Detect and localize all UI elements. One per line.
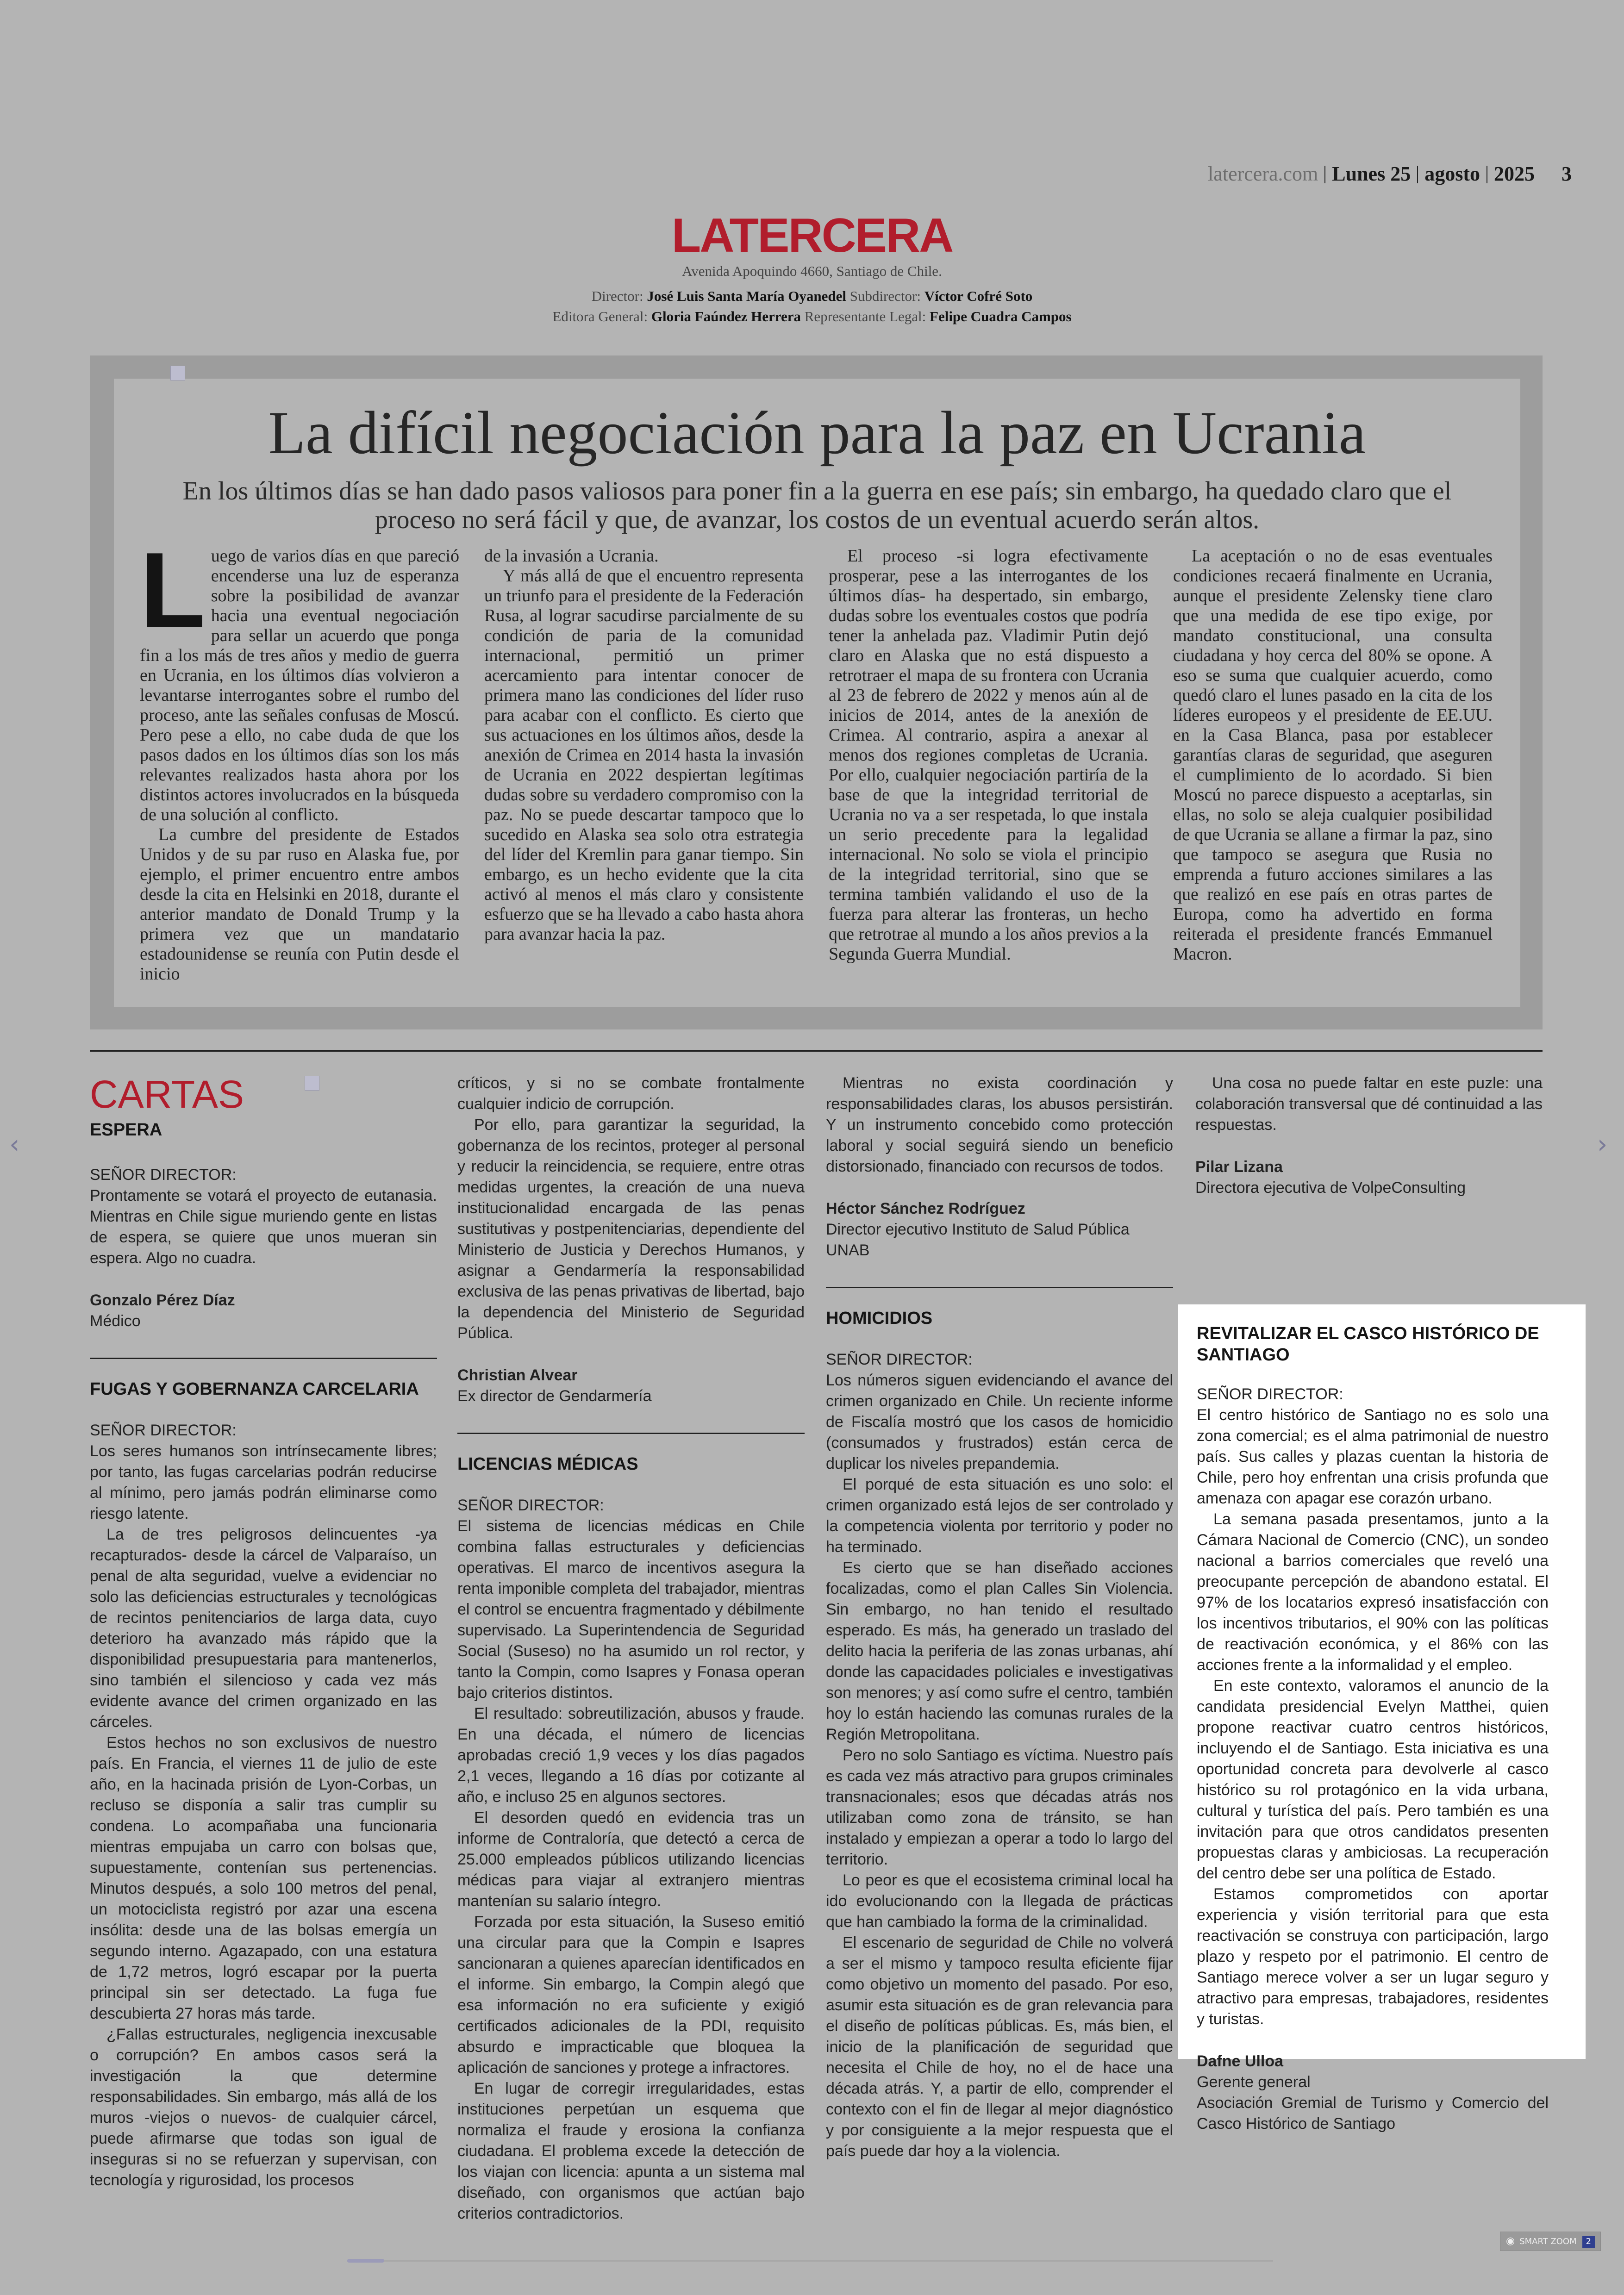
site-url: latercera.com xyxy=(1208,162,1318,185)
editorial-paragraph: El proceso -si logra efectivamente prosperar, pese a las interrogantes de los últimos días- ha despertado, sin embargo, dudas sobre los eventuales costos que podría tener la anhelada paz. Vladimir Putin dejó claro en Alaska que no está dispuesto a retrotraer el mapa de su frontera con Ucrania al 23 de febrero de 2022 y menos aún al de inicios de 2014, antes de la anexión de Crimea. Al contrario, aspira a anexar al menos dos regiones completas de Ucrania. Por ello, cualquier negociación partiría de la base de que la integridad territorial de Ucrania no va a ser respetada, lo que instala un serio precedente para la legalidad internacional. No solo se viola el principio de la integridad territorial, sino que se termina también validando el uso de la fuerza para alterar las fronteras, un hecho que retrotrae al mundo a los años previos a la Segunda Guerra Mundial. xyxy=(829,546,1148,964)
letter-paragraph: El sistema de licencias médicas en Chile combina fallas estructurales y deficiencias operativas. El marco de incentivos asegura la renta imponible completa del trabajador, mientras el control se encuentra fragmentado y débilmente supervisado. La Superintendencia de Seguridad Social (Suseso) no ha asumido un rol rector, y tanto la Compin, como Isapres y Fonasa operan bajo criterios distintos. xyxy=(457,1517,805,1702)
letter-title: HOMICIDIOS xyxy=(826,1309,933,1328)
letter-paragraph: Una cosa no puede faltar en este puzle: una colaboración transversal que dé continuidad a las respuestas. xyxy=(1195,1074,1543,1134)
page-scrollbar[interactable] xyxy=(347,2260,1273,2262)
date-year: 2025 xyxy=(1494,162,1535,185)
letter-paragraph: El desorden quedó en evidencia tras un informe de Contraloría, que detectó a cerca de 25.000 empleados públicos utilizando licencias médicas para viajar al extranjero mientras mantenían su salario íntegro. xyxy=(457,1809,805,1910)
next-page-arrow-icon[interactable]: › xyxy=(1597,1129,1608,1160)
letter-paragraph: El porqué de esta situación es uno solo: el crimen organizado está lejos de ser controlado y la competencia violenta por territorio y poder no ha terminado. xyxy=(826,1476,1173,1556)
editora-name: Gloria Faúndez Herrera xyxy=(651,308,801,324)
section-title: CARTAS xyxy=(90,1073,244,1116)
date-month: agosto xyxy=(1424,162,1480,185)
subdirector-label: Subdirector: xyxy=(849,288,921,304)
letter-author: Héctor Sánchez Rodríguez xyxy=(826,1200,1025,1217)
letters-column-3 xyxy=(826,1073,1173,2162)
letter-paragraph: Por ello, para garantizar la seguridad, la gobernanza de los recintos, proteger al personal y reducir la reincidencia, se requiere, entre otras medidas urgentes, la creación de una nueva institucionalidad encargada de las penas sustitutivas y postpenitenciarias, dependiente del Ministerio de Justicia y Derechos Humanos, y asignar a Gendarmería la responsabilidad exclusiva de las penas privativas de libertad, bajo la dependencia del Ministerio de Seguridad Pública. xyxy=(457,1116,805,1342)
editorial-column-1 xyxy=(140,530,459,984)
letter-author-role: Directora ejecutiva de VolpeConsulting xyxy=(1195,1179,1466,1197)
letter-paragraph: El centro histórico de Santiago no es solo una zona comercial; es el alma patrimonial de nuestro país. Sus calles y plazas cuentan la historia de Chile, pero hoy enfrentan una crisis profunda que amenaza con apagar ese corazón urbano. xyxy=(1197,1406,1549,1507)
newspaper-address: Avenida Apoquindo 4660, Santiago de Chile. xyxy=(682,263,942,279)
date-day: Lunes 25 xyxy=(1332,162,1411,185)
zoom-badge: 2 xyxy=(1582,2236,1595,2248)
letter-title: LICENCIAS MÉDICAS xyxy=(457,1454,638,1474)
credits-line-2 xyxy=(0,308,1624,325)
editorial-paragraph: La cumbre del presidente de Estados Unidos y de su par ruso en Alaska fue, por ejemplo, el primer encuentro entre ambos desde la cita en Helsinki en 2018, durante el anterior mandato de Donald Trump y la primera vez que un mandatario estadounidense se reunía con Putin desde el inicio xyxy=(140,825,459,984)
editorial-column-3 xyxy=(829,546,1148,964)
page-scrollbar-thumb[interactable] xyxy=(347,2259,384,2263)
letter-paragraph: Es cierto que se han diseñado acciones focalizadas, como el plan Calles Sin Violencia. Sin embargo, no han tenido el resultado esperado. Es más, ha generado un traslado del delito hacia la periferia de las zonas urbanas, ahí donde las capacidades policiales e investigativas son menores; y así como sufre el centro, también hoy lo están haciendo las comunas rurales de la Región Metropolitana. xyxy=(826,1559,1173,1743)
drop-cap: L xyxy=(140,530,206,650)
letter-divider xyxy=(457,1433,805,1434)
eye-icon: ◉ xyxy=(1506,2235,1515,2247)
letter-paragraph: Estos hechos no son exclusivos de nuestro país. En Francia, el viernes 11 de julio de este año, en la hacinada prisión de Lyon-Corbas, un recluso se disponía a salir tras cumplir su condena. Lo acompañaba una funcionaria mientras empujaba un carro con bolsas que, supuestamente, contenían sus pertenencias. Minutos después, a solo 100 metros del penal, un motociclista registró por azar una escena insólita: desde una de las bolsas emergía un segundo interno. Agazapado, con una estatura de 1,72 metros, logró escapar por la puerta principal sin ser detectado. La fuga fue descubierta 27 horas más tarde. xyxy=(90,1734,437,2022)
editorial-paragraph: Y más allá de que el encuentro representa un triunfo para el presidente de la Federación Rusa, al lograr sacudirse parcialmente de su condición de paria de la comunidad internacional, permitió un primer acercamiento para intentar conocer de primera mano las condiciones del líder ruso para acabar con el conflicto. Es cierto que sus actuaciones en los últimos años, desde la anexión de Crimea en 2014 hasta la invasión de Ucrania en 2022 despiertan legítimas dudas sobre su verdadero compromiso con la paz. No se puede descartar tampoco que lo sucedido en Alaska sea solo otra estrategia del líder del Kremlin para ganar tiempo. Sin embargo, es un hecho evidente que la cita activó al menos el más claro y consistente esfuerzo que se ha llevado a cabo hasta ahora para avanzar hacia la paz. xyxy=(484,566,804,944)
smart-zoom-label: SMART ZOOM xyxy=(1519,2237,1577,2246)
page-number: 3 xyxy=(1562,162,1572,185)
salutation: SEÑOR DIRECTOR: xyxy=(90,1166,237,1184)
letters-column-1 xyxy=(90,1073,437,2191)
letter-author-role: Gerente general xyxy=(1197,2073,1311,2091)
editorial-paragraph: de la invasión a Ucrania. xyxy=(484,546,659,566)
letter-title: FUGAS Y GOBERNANZA CARCELARIA xyxy=(90,1379,419,1399)
letter-paragraph: El resultado: sobreutilización, abusos y fraude. En una década, el número de licencias aprobadas creció 1,9 veces y los días pagados 2,1 veces, llegando a 16 días por cotizante al año, e incluso 25 en algunos sectores. xyxy=(457,1705,805,1806)
letter-paragraph: Los seres humanos son intrínsecamente libres; por tanto, las fugas carcelarias podrán reducirse al mínimo, pero jamás podrán eliminarse como riesgo latente. xyxy=(90,1442,437,1522)
letter-paragraph: La de tres peligrosos delincuentes -ya recapturados- desde la cárcel de Valparaíso, un penal de alta seguridad, vuelve a evidenciar no solo las deficiencias estructurales y tecnológicas de recintos penitenciarios de larga data, cuyo deterioro ha avanzado más rápido que la disponibilidad presupuestaria para mantenerlos, sino también el silencioso y cada vez más evidente avance del crimen organizado en las cárceles. xyxy=(90,1526,437,1731)
salutation: SEÑOR DIRECTOR: xyxy=(90,1422,237,1439)
salutation: SEÑOR DIRECTOR: xyxy=(457,1497,604,1514)
letter-divider xyxy=(826,1287,1173,1288)
editorial-title: La difícil negociación para la paz en Ucrania xyxy=(268,399,1366,467)
director-label: Director: xyxy=(591,288,643,304)
rep-label: Representante Legal: xyxy=(804,308,926,324)
letter-author-role: Ex director de Gendarmería xyxy=(457,1387,652,1405)
letter-paragraph: La semana pasada presentamos, junto a la Cámara Nacional de Comercio (CNC), un sondeo nacional a barrios comerciales que reveló una preocupante percepción de abandono estatal. El 97% de los locatarios expresó insatisfacción con los incentivos tributarios, el 90% con las políticas de reactivación económica, y el 86% con las acciones frente a la informalidad y el empleo. xyxy=(1197,1510,1549,1674)
letter-paragraph: Estamos comprometidos con aportar experiencia y visión territorial para que esta reactivación se construya con participación, largo plazo y respeto por el patrimonio. El centro de Santiago merece volver a ser un lugar seguro y atractivo para empresas, trabajadores, residentes y turistas. xyxy=(1197,1885,1549,2028)
director-name: José Luis Santa María Oyanedel xyxy=(647,288,846,304)
salutation: SEÑOR DIRECTOR: xyxy=(1197,1385,1343,1403)
letter-paragraph: En lugar de corregir irregularidades, estas instituciones perpetúan un esquema que normaliza el fraude y erosiona la confianza ciudadana. El problema excede la detección de los viajan con licencia: apunta a un sistema mal diseñado, con organismos que actúan bajo criterios contradictorios. xyxy=(457,2080,805,2222)
letter-author: Pilar Lizana xyxy=(1195,1158,1283,1176)
letter-paragraph: Lo peor es que el ecosistema criminal local ha ido evolucionando con la llegada de prácticas que han cambiado la forma de la criminalidad. xyxy=(826,1871,1173,1931)
letter-author: Dafne Ulloa xyxy=(1197,2052,1284,2070)
section-divider xyxy=(90,1050,1543,1052)
credits-line-1 xyxy=(0,288,1624,305)
newspaper-logo: LATERCERA xyxy=(671,209,953,262)
letters-column-4-box xyxy=(1197,1323,1549,2134)
letter-paragraph: Pero no solo Santiago es víctima. Nuestro país es cada vez más atractivo para grupos criminales transnacionales; esos que décadas atrás nos utilizaban como zona de tránsito, se han instalado y empiezan a operar a todo lo largo del territorio. xyxy=(826,1746,1173,1868)
editorial-paragraph: La aceptación o no de esas eventuales condiciones recaerá finalmente en Ucrania, aunque el presidente Zelensky tiene claro que una medida de ese tipo exige, por mandato constitucional, una consulta ciudadana y hoy cerca del 80% se opone. A eso se suma que cualquier acuerdo, como quedó claro el lunes pasado en la cita de los líderes europeos y el presidente de EE.UU. en la Casa Blanca, pasa por establecer garantías claras de seguridad, que aseguren el cumplimiento de lo acordado. Si bien Moscú no parece dispuesto a aceptarlas, sin ellas, no solo se aleja cualquier posibilidad de que Ucrania se allane a firmar la paz, sino que tampoco se asegura que Rusia no emprenda a futuro acciones similares a las que realizó en ese país en otras partes de Europa, como ha advertido en forma reiterada el presidente francés Emmanuel Macron. xyxy=(1173,546,1493,964)
letter-author: Christian Alvear xyxy=(457,1366,578,1384)
letter-paragraph: ¿Fallas estructurales, negligencia inexcusable o corrupción? En ambos casos será la investigación la que determine responsabilidades. Sin embargo, más allá de los muros -viejos o nuevos- de cualquier cárcel, puede afirmarse que todas son igual de inseguras si no se refuerzan y supervisan, con tecnología y rigurosidad, los procesos xyxy=(90,2026,437,2189)
rep-name: Felipe Cuadra Campos xyxy=(930,308,1072,324)
editorial-paragraph: uego de varios días en que pareció encenderse una luz de esperanza sobre la posibilidad de avanzar hacia una eventual negociación para sellar un acuerdo que ponga fin a los más de tres años y medio de guerra en Ucrania, en los últimos días volvieron a levantarse interrogantes sobre el rumbo del proceso, ante las señales confusas de Moscú. Pero pese a ello, no cabe duda de que los pasos dados en los últimos días son los más relevantes realizados hasta ahora por los distintos actores involucrados en la búsqueda de una solución al conflicto. xyxy=(140,546,459,824)
letter-paragraph: Mientras no exista coordinación y responsabilidades claras, los abusos persistirán. Y un instrumento concebido como protección laboral y social seguirá siendo un beneficio distorsionado, financiado con recursos de todos. xyxy=(826,1074,1173,1175)
subdirector-name: Víctor Cofré Soto xyxy=(924,288,1033,304)
page-dateline xyxy=(1208,162,1572,186)
letter-paragraph: En este contexto, valoramos el anuncio de la candidata presidencial Evelyn Matthei, quien propone reactivar cuatro centros históricos, incluyendo el de Santiago. Esta iniciativa es una oportunidad concreta para devolverle al casco histórico su rol protagónico en la vida urbana, cultural y turística del país. Pero también es una invitación para que otros candidatos presenten propuestas claras y ambiciosas. La recuperación del centro debe ser una política de Estado. xyxy=(1197,1677,1549,1882)
letter-author-role: Médico xyxy=(90,1312,141,1330)
letter-paragraph: críticos, y si no se combate frontalmente cualquier indicio de corrupción. xyxy=(457,1074,805,1113)
letter-author: Gonzalo Pérez Díaz xyxy=(90,1291,235,1309)
letter-paragraph: Forzada por esta situación, la Suseso emitió una circular para que la Compin e Isapres sancionaran a quienes aparecían identificados en el informe. Sin embargo, la Compin alegó que esa información no era suficiente y exigió certificados adicionales de la PDI, requisito absurdo e impracticable que bloquea la aplicación de sanciones y protege a infractores. xyxy=(457,1913,805,2077)
letter-paragraph: El escenario de seguridad de Chile no volverá a ser el mismo y tampoco resulta eficiente fijar como objetivo un momento del pasado. Por eso, asumir esta situación es de gran relevancia para el diseño de políticas públicas. Es, más bien, el inicio de la planificación de seguridad que necesita el Chile de hoy, no el de hace una década atrás. Y, a partir de ello, comprender el contexto con el fin de llegar al mejor diagnóstico y por consiguiente a la mejor respuesta que el país puede dar hoy a la violencia. xyxy=(826,1934,1173,2160)
smart-zoom-button[interactable] xyxy=(1500,2232,1601,2251)
letter-title: ESPERA xyxy=(90,1120,162,1140)
letter-title: REVITALIZAR EL CASCO HISTÓRICO DE SANTIAGO xyxy=(1197,1324,1539,1365)
prev-page-arrow-icon[interactable]: ‹ xyxy=(9,1129,20,1160)
editora-label: Editora General: xyxy=(552,308,648,324)
salutation: SEÑOR DIRECTOR: xyxy=(826,1351,973,1368)
letter-author-org: UNAB xyxy=(826,1241,870,1259)
letters-column-2 xyxy=(457,1073,805,2224)
letter-author-role: Director ejecutivo Instituto de Salud Pública xyxy=(826,1221,1130,1238)
letter-divider xyxy=(90,1358,437,1359)
editorial-deck: En los últimos días se han dado pasos valiosos para poner fin a la guerra en ese país; sin embargo, ha quedado claro que el proceso no será fácil y que, de avanzar, los costos de un eventual acuerdo serán altos. xyxy=(182,477,1452,534)
letter-author-org: Asociación Gremial de Turismo y Comercio del Casco Histórico de Santiago xyxy=(1197,2094,1549,2133)
highlighted-letter-box[interactable] xyxy=(1178,1304,1586,2133)
letter-paragraph: Prontamente se votará el proyecto de eutanasia. Mientras en Chile sigue muriendo gente en listas de espera, se quiere que unos mueran sin espera. Algo no cuadra. xyxy=(90,1187,437,1267)
editorial-column-4 xyxy=(1173,546,1493,964)
letter-paragraph: Los números siguen evidenciando el avance del crimen organizado en Chile. Un reciente informe de Fiscalía mostró que los casos de homicidio (consumados y frustrados) están cerca de duplicar los niveles prepandemia. xyxy=(826,1372,1173,1472)
hotspot-icon[interactable] xyxy=(170,366,185,380)
editorial-column-2 xyxy=(484,546,804,944)
letters-column-4 xyxy=(1195,1073,1543,1198)
